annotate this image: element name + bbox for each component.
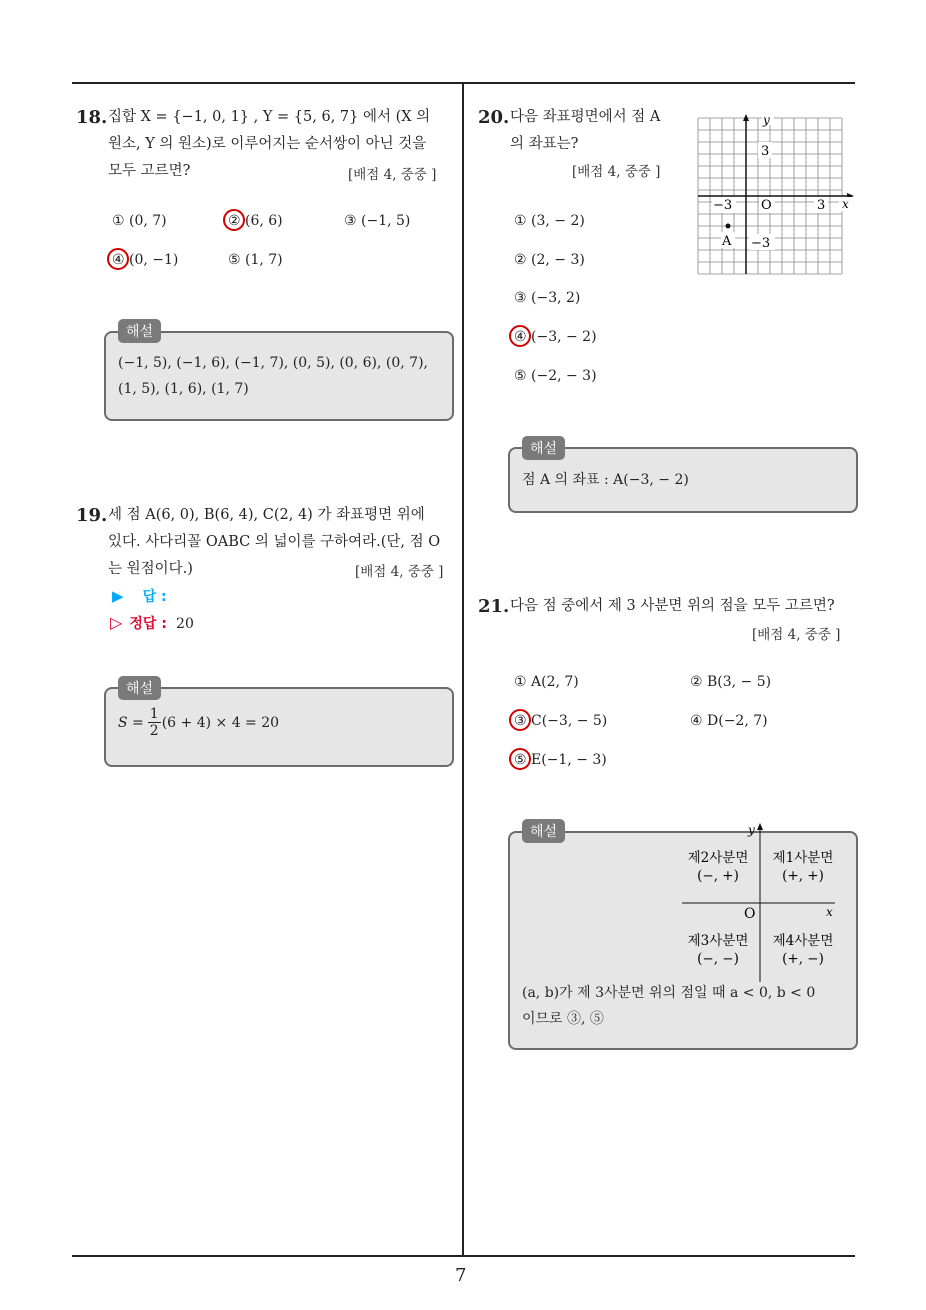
q20-number: 20. [478, 107, 510, 128]
q19-answer-row [112, 586, 167, 606]
q21-number: 21. [478, 596, 510, 617]
q18-option-3[interactable]: ③ (−1, 5) [344, 213, 411, 229]
q21-score: [배점 4, 중중 ] [752, 627, 841, 643]
quadrant-1-sign: (+, +) [782, 868, 824, 884]
q21-option-5[interactable]: ⑤ E(−1, − 3) [514, 752, 607, 768]
q20-score: [배점 4, 중중 ] [572, 164, 661, 180]
q20-option-2[interactable]: ② (2, − 3) [514, 252, 585, 268]
q20-answer-mark-4 [509, 325, 531, 347]
q21-line1: 다음 점 중에서 제 3 사분면 위의 점을 모두 고르면? [510, 598, 835, 614]
quadrant-4-label: 제4사분면 [772, 933, 834, 949]
quadrant-y-arrow [757, 823, 763, 830]
q20-option-3[interactable]: ③ (−3, 2) [514, 290, 581, 306]
q20-solution-tag: 해설 [522, 436, 565, 460]
quadrant-1-label: 제1사분면 [772, 850, 834, 866]
quadrant-3-label: 제3사분면 [687, 933, 749, 949]
correct-arrow-icon: ▷ [110, 613, 123, 632]
quadrant-3-sign: (−, −) [697, 951, 739, 967]
q18-solution-line2: (1, 5), (1, 6), (1, 7) [118, 381, 249, 397]
graph-x-tick-3: 3 [817, 198, 826, 213]
quadrant-2-sign: (−, +) [697, 868, 739, 884]
q18-line2: 원소, Y 의 원소)로 이루어지는 순서쌍이 아닌 것을 [108, 136, 427, 152]
q21-solution-tag: 해설 [522, 819, 565, 843]
q19-correct-row [110, 613, 194, 633]
quadrant-4-sign: (+, −) [782, 951, 824, 967]
graph-y-arrow [743, 114, 749, 121]
q21-solution-line1: (a, b)가 제 3사분면 위의 점일 때 a < 0, b < 0 [522, 985, 816, 1001]
quadrant-2-label: 제2사분면 [687, 850, 749, 866]
formula-rest: (6 + 4) × 4 = 20 [161, 714, 280, 731]
formula-s: S = [118, 714, 144, 731]
q18-option-2[interactable]: ② (6, 6) [228, 213, 283, 229]
q20-option-1[interactable]: ① (3, − 2) [514, 213, 585, 229]
bottom-rule [72, 1255, 855, 1257]
graph-x-label: x [842, 197, 849, 211]
q18-answer-mark-2 [223, 209, 245, 231]
q19-correct-value: 20 [176, 616, 194, 632]
q20-line2: 의 좌표는? [510, 136, 579, 152]
q18-solution-line1: (−1, 5), (−1, 6), (−1, 7), (0, 5), (0, 6), (0, 7), [118, 355, 428, 371]
q19-line1: 세 점 A(6, 0), B(6, 4), C(2, 4) 가 좌표평면 위에 [108, 507, 425, 523]
q20-coordinate-graph [694, 112, 856, 276]
q21-option-2[interactable]: ② B(3, − 5) [690, 674, 772, 690]
q21-quadrant-diagram [670, 820, 850, 985]
point-a-label: A [722, 234, 732, 249]
fraction-denominator: 2 [149, 723, 159, 739]
graph-origin: O [761, 198, 772, 213]
graph-y-tick-neg3: −3 [751, 236, 771, 251]
graph-y-label: y [763, 113, 770, 127]
graph-x-tick-neg3: −3 [713, 198, 733, 213]
q18-option-1[interactable]: ① (0, 7) [112, 213, 167, 229]
q19-solution-formula [118, 706, 279, 739]
q21-answer-mark-5 [509, 748, 531, 770]
fraction [148, 706, 161, 739]
fraction-numerator: 1 [149, 706, 159, 722]
quadrant-y-label: y [748, 823, 755, 837]
quadrant-x-label: x [826, 905, 833, 919]
q20-option-4[interactable]: ④ (−3, − 2) [514, 329, 597, 345]
q18-solution-tag: 해설 [118, 319, 161, 343]
point-a [726, 224, 731, 229]
q18-score: [배점 4, 중중 ] [348, 167, 437, 183]
q19-score: [배점 4, 중중 ] [355, 564, 444, 580]
q19-line2: 있다. 사다리꼴 OABC 의 넓이를 구하여라.(단, 점 O [108, 534, 441, 550]
q18-line1: 집합 X = {−1, 0, 1} , Y = {5, 6, 7} 에서 (X 의 [108, 109, 431, 125]
q21-solution-line2: 이므로 ③, ⑤ [522, 1011, 604, 1027]
q19-answer-label: 답 : [142, 589, 167, 605]
q18-answer-mark-4 [107, 248, 129, 270]
q20-option-5[interactable]: ⑤ (−2, − 3) [514, 368, 597, 384]
q19-number: 19. [76, 505, 108, 526]
column-divider [462, 82, 464, 1257]
q18-number: 18. [76, 107, 108, 128]
answer-arrow-icon: ▶ [112, 587, 124, 605]
q21-answer-mark-3 [509, 709, 531, 731]
q19-line3: 는 원점이다.) [108, 561, 193, 577]
q21-option-3[interactable]: ③ C(−3, − 5) [514, 713, 608, 729]
q20-line1: 다음 좌표평면에서 점 A [510, 109, 661, 125]
q18-option-4[interactable]: ④ (0, −1) [112, 252, 179, 268]
q21-option-4[interactable]: ④ D(−2, 7) [690, 713, 768, 729]
q19-correct-label: 정답 : [129, 616, 167, 632]
q18-option-5[interactable]: ⑤ (1, 7) [228, 252, 283, 268]
q20-solution-text: 점 A 의 좌표 : A(−3, − 2) [522, 472, 689, 488]
q18-line3: 모두 고르면? [108, 163, 191, 179]
page-number: 7 [455, 1265, 467, 1286]
q19-solution-tag: 해설 [118, 676, 161, 700]
quadrant-origin: O [744, 906, 756, 922]
q21-option-1[interactable]: ① A(2, 7) [514, 674, 579, 690]
graph-y-tick-3: 3 [761, 144, 770, 159]
